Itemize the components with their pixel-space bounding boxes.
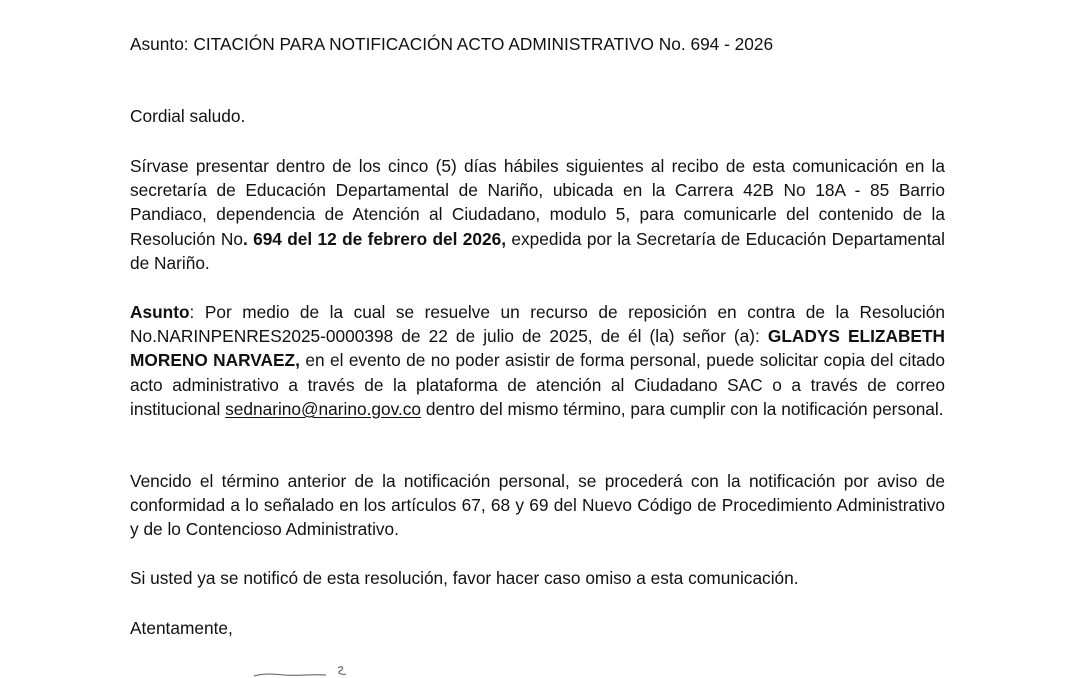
summon-text-after: expedida por la Secretaría de Educación Departamental de Nariño. [130, 228, 946, 273]
email-link[interactable]: sednarino@narino.gov.co [225, 398, 422, 419]
signature-mark [250, 664, 380, 678]
closing: Atentamente, [130, 618, 233, 638]
expired-term-paragraph: Vencido el término anterior de la notificación personal, se procederá con la notificación por aviso de conformidad a lo señalado en los artículos 67, 68 y 69 del Nuevo Código de Procedimiento Administrativo y de lo Contencioso Administrativo. [130, 471, 945, 540]
omit-notice: Si usted ya se notificó de esta resolución, favor hacer caso omiso a esta comunicación. [130, 568, 799, 588]
greeting: Cordial saludo. [130, 106, 246, 126]
asunto-text-3: dentro del mismo término, para cumplir con la notificación personal. [421, 398, 944, 419]
resolution-reference: . 694 del 12 de febrero del 2026, [242, 228, 507, 249]
person-name: GLADYS ELIZABETH MORENO NARVAEZ, [130, 326, 945, 371]
summon-text-before: Sírvase presentar dentro de los cinco (5) días hábiles siguientes al recibo de esta comunicación en la secretaría de Educación Departamental de Nariño, ubicada en la Carrera 42B No 18A - 85 Barrio Pandiaco, dependencia de Atención al Ciudadano, modulo 5, para comunicarle del contenido de la Resolución No [130, 156, 945, 249]
summon-paragraph [130, 154, 945, 275]
asunto-label: Asunto [130, 302, 190, 322]
asunto-paragraph [130, 300, 945, 421]
asunto-text-1: : Por medio de la cual se resuelve un recurso de reposición en contra de la Resolución No.NARINPENRES2025-0000398 de 22 de julio de 2025, de él (la) señor (a): [130, 302, 945, 347]
subject-line: Asunto: CITACIÓN PARA NOTIFICACIÓN ACTO ADMINISTRATIVO No. 694 - 2026 [130, 34, 774, 54]
asunto-text-2: en el evento de no poder asistir de forma personal, puede solicitar copia del citado acto administrativo a través de la plataforma de atención al Ciudadano SAC o a través de correo institucional [130, 350, 945, 419]
